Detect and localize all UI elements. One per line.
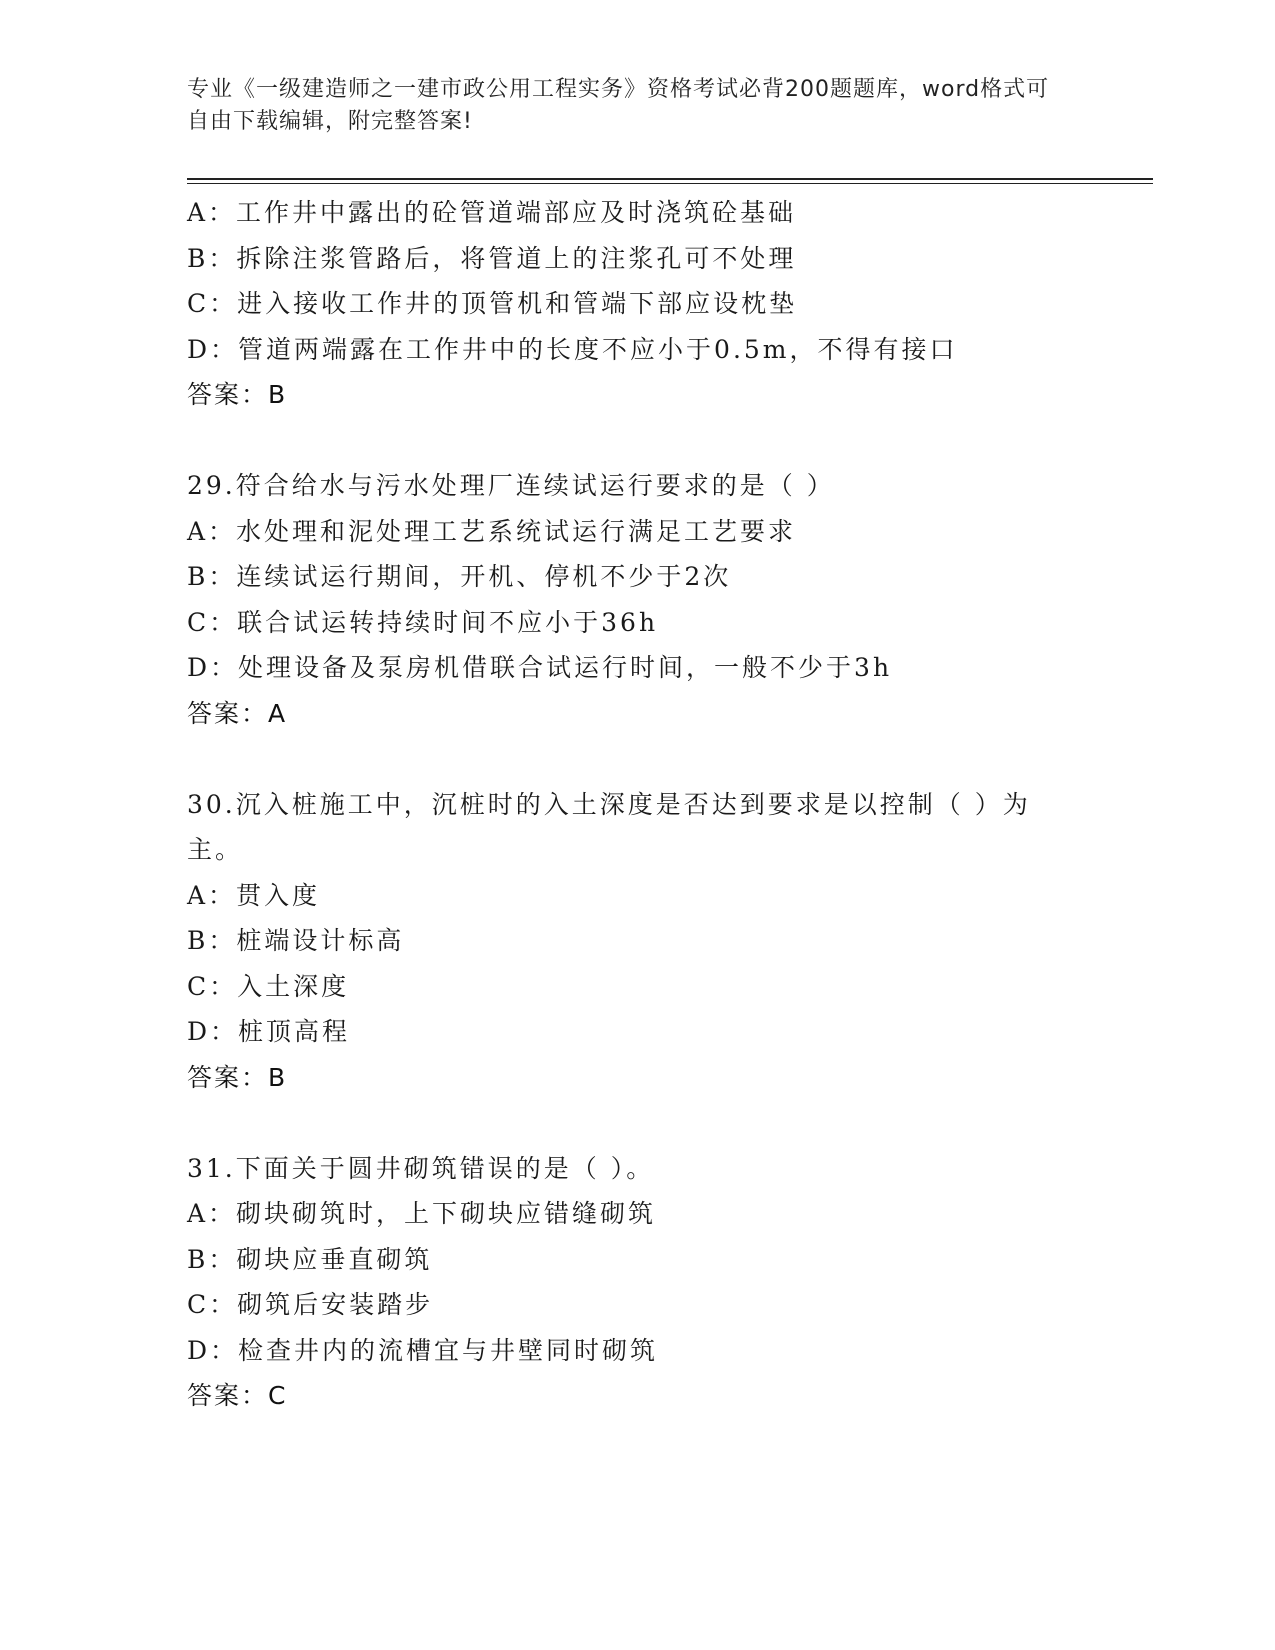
- question-block-29: [187, 463, 1087, 736]
- option-c: C：入土深度: [187, 971, 350, 1001]
- document-header: 专业《一级建造师之一建市政公用工程实务》资格考试必背200题题库，word格式可自由下载编辑，附完整答案!: [187, 77, 1050, 134]
- option-b: B：连续试运行期间，开机、停机不少于2次: [187, 562, 732, 591]
- question-text: 31.下面关于圆井砌筑错误的是（ ）。: [187, 1153, 655, 1183]
- header-rule-thick: [187, 178, 1153, 180]
- option-d: D：处理设备及泵房机借联合试运行时间，一般不少于3h: [187, 653, 893, 682]
- answer-line: 答案：A: [187, 698, 288, 728]
- option-d: D：检查井内的流槽宜与井壁同时砌筑: [187, 1335, 659, 1365]
- option-a: A：工作井中露出的砼管道端部应及时浇筑砼基础: [187, 198, 797, 227]
- option-b: B：拆除注浆管路后，将管道上的注浆孔可不处理: [187, 243, 797, 273]
- option-a: A：贯入度: [187, 880, 321, 910]
- question-text: 30.沉入桩施工中，沉桩时的入土深度是否达到要求是以控制（ ）为主。: [187, 789, 1031, 864]
- spacer: [187, 1100, 1087, 1146]
- header-rule-thin: [187, 183, 1153, 184]
- question-text: 29.符合给水与污水处理厂连续试运行要求的是（ ）: [187, 471, 835, 500]
- option-d: D：管道两端露在工作井中的长度不应小于0.5m，不得有接口: [187, 334, 958, 364]
- option-c: C：砌筑后安装踏步: [187, 1290, 434, 1319]
- answer-line: 答案：B: [187, 380, 288, 409]
- option-c: C：联合试运转持续时间不应小于36h: [187, 607, 659, 637]
- question-block-28: [187, 190, 1087, 418]
- option-d: D：桩顶高程: [187, 1017, 351, 1046]
- option-c: C：进入接收工作井的顶管机和管端下部应设枕垫: [187, 289, 798, 318]
- question-block-31: [187, 1146, 1087, 1419]
- answer-line: 答案：B: [187, 1062, 288, 1092]
- question-block-30: [187, 782, 1087, 1101]
- option-a: A：水处理和泥处理工艺系统试运行满足工艺要求: [187, 516, 797, 546]
- option-a: A：砌块砌筑时，上下砌块应错缝砌筑: [187, 1199, 657, 1228]
- question-list: [187, 190, 1087, 1419]
- answer-line: 答案：C: [187, 1381, 288, 1410]
- spacer: [187, 418, 1087, 464]
- spacer: [187, 736, 1087, 782]
- option-b: B：砌块应垂直砌筑: [187, 1244, 433, 1274]
- option-b: B：桩端设计标高: [187, 926, 405, 955]
